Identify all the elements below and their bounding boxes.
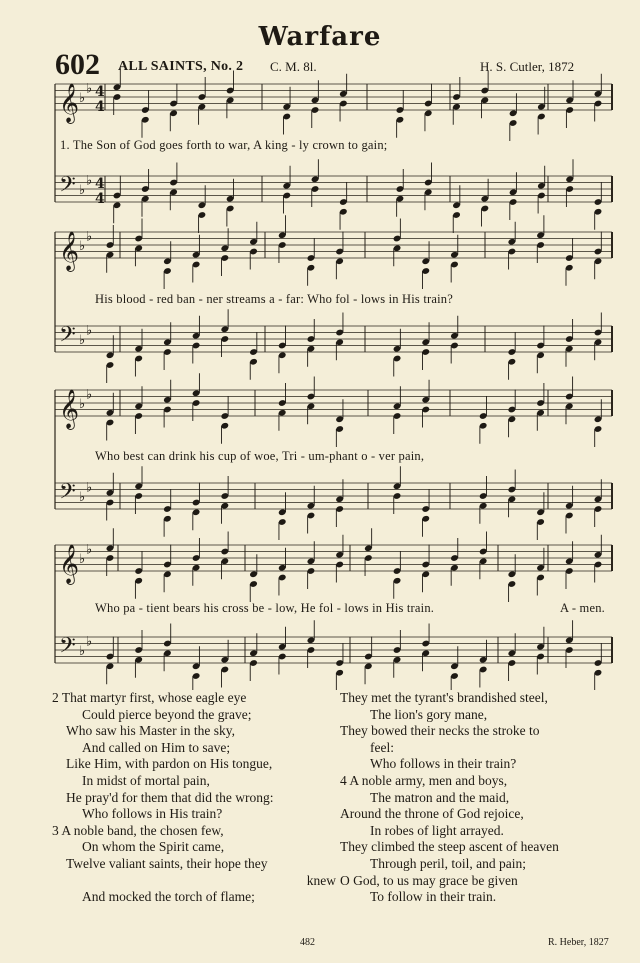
flat-icon: ♭ [79, 333, 86, 348]
svg-text:4: 4 [95, 191, 105, 207]
stanza-line: knew [306, 872, 336, 888]
bass-clef-icon: 𝄢 [59, 172, 76, 203]
stanza-line: 2 That martyr first, whose eagle eye [52, 690, 247, 705]
stanza-line: Could pierce beyond the grave; [82, 706, 252, 722]
page-number: 482 [300, 937, 315, 948]
stanza-line: Who follows in His train? [82, 806, 223, 822]
svg-text:4: 4 [95, 84, 105, 100]
stanza-line: In midst of mortal pain, [82, 772, 210, 788]
hymn-number: 602 [55, 48, 100, 81]
stanza-line: O God, to us may grace be given [340, 872, 518, 888]
stanza-line: Twelve valiant saints, their hope they [66, 855, 268, 871]
flat-icon: ♭ [86, 323, 93, 339]
stanza-line: feel: [370, 739, 394, 755]
flat-icon: ♭ [86, 173, 93, 189]
stanza-line: The matron and the maid, [370, 789, 510, 805]
lyric-line-4: Who pa - tient bears his cross be - low, He fol - lows in His train. [95, 601, 435, 615]
treble-clef-icon: 𝄞 [59, 231, 80, 271]
stanza-line: Who follows in their train? [370, 756, 517, 772]
treble-clef-icon: 𝄞 [59, 83, 80, 123]
stanza-line: They bowed their necks the stroke to [340, 723, 540, 739]
flat-icon: ♭ [79, 644, 86, 659]
stanza-line: 4 A noble army, men and boys, [340, 772, 508, 788]
stanza-line: The lion's gory mane, [370, 706, 488, 722]
stanza-line: Who saw his Master in the sky, [66, 723, 235, 739]
composer: H. S. Cutler, 1872 [480, 59, 575, 74]
stanzas-left-column [52, 690, 342, 906]
stanza-line: In robes of light arrayed. [370, 822, 504, 838]
stanza-line: He pray'd for them that did the wrong: [66, 789, 274, 805]
flat-icon: ♭ [86, 229, 93, 245]
flat-icon: ♭ [86, 634, 93, 650]
svg-text:4: 4 [95, 99, 105, 115]
bass-clef-icon: 𝄢 [59, 479, 76, 510]
stanza-line: Like Him, with pardon on His tongue, [66, 756, 273, 772]
stanza-line: To follow in their train. [370, 889, 497, 905]
flat-icon: ♭ [86, 387, 93, 403]
bass-clef-icon: 𝄢 [59, 633, 76, 664]
flat-icon: ♭ [86, 81, 93, 97]
stanza-line: 3 A noble band, the chosen few, [52, 822, 224, 838]
flat-icon: ♭ [86, 542, 93, 558]
stanza-line: They climbed the steep ascent of heaven [340, 839, 559, 855]
lyric-line-3: Who best can drink his cup of woe, Tri - um-phant o - ver pain, [95, 449, 425, 463]
flat-icon: ♭ [79, 239, 86, 254]
text-attribution: R. Heber, 1827 [548, 937, 609, 948]
flat-icon: ♭ [79, 552, 86, 567]
flat-icon: ♭ [86, 480, 93, 496]
stanza-line: They met the tyrant's brandished steel, [340, 690, 548, 705]
stanzas-right-column [340, 690, 625, 906]
flat-icon: ♭ [79, 183, 86, 198]
stanza-line: And mocked the torch of flame; [82, 889, 255, 905]
stanza-line: Around the throne of God rejoice, [340, 806, 524, 822]
stanza-line: Through peril, toil, and pain; [370, 855, 526, 871]
svg-text:4: 4 [95, 176, 105, 192]
treble-clef-icon: 𝄞 [59, 389, 80, 429]
amen-label: A - men. [560, 601, 605, 615]
meter: C. M. 8l. [270, 59, 317, 74]
stanza-line: On whom the Spirit came, [82, 839, 225, 855]
tune-name: ALL SAINTS, No. 2 [118, 59, 244, 74]
stanza-line: And called on Him to save; [82, 739, 231, 755]
flat-icon: ♭ [79, 397, 86, 412]
flat-icon: ♭ [79, 91, 86, 106]
treble-clef-icon: 𝄞 [59, 544, 80, 584]
lyric-line-1: 1. The Son of God goes forth to war, A king - ly crown to gain; [60, 138, 388, 152]
bass-clef-icon: 𝄢 [59, 322, 76, 353]
section-title: Warfare [258, 22, 382, 52]
lyric-line-2: His blood - red ban - ner streams a - far: Who fol - lows in His train? [95, 292, 453, 306]
flat-icon: ♭ [79, 490, 86, 505]
